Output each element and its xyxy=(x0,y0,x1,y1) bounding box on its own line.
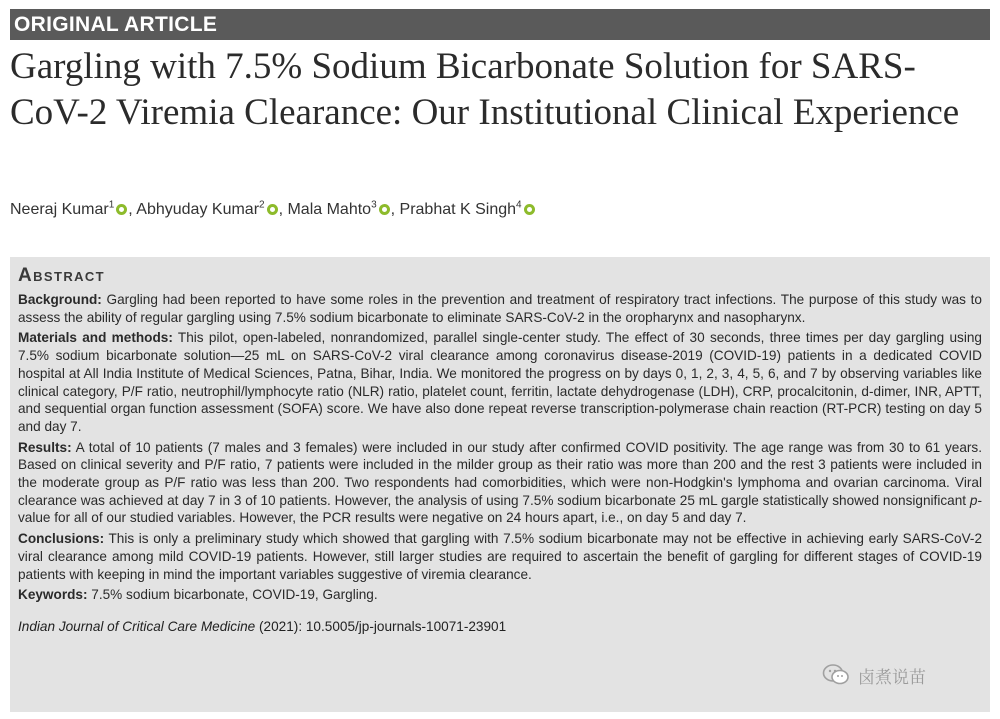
author-name: Abhyuday Kumar xyxy=(136,201,260,219)
citation-doi[interactable]: (2021): 10.5005/jp-journals-10071-23901 xyxy=(255,618,507,634)
author-4[interactable] xyxy=(400,201,536,218)
author-list xyxy=(10,200,536,219)
p-symbol: p xyxy=(969,492,978,508)
author-affiliation: 1 xyxy=(108,200,115,211)
abstract-heading: Abstract xyxy=(18,265,106,286)
abstract-methods xyxy=(18,329,982,435)
section-text: -value for all of our studied variables. However, the PCR results were negative on 24 hours apart, i.e., on day 5 and day 7. xyxy=(18,492,982,526)
author-affiliation: 4 xyxy=(516,200,522,211)
section-text: Gargling had been reported to have some roles in the prevention and treatment of respiratory tract infections. The purpose of this study was to assess the ability of regular gargling using 7.5% sodium bicarbonate to eliminate SARS-CoV-2 in the oropharynx and nasopharynx. xyxy=(18,292,982,325)
section-text: 7.5% sodium bicarbonate, COVID-19, Gargling. xyxy=(87,587,378,603)
section-label: Results: xyxy=(18,439,72,455)
journal-name[interactable]: Indian Journal of Critical Care Medicine xyxy=(18,618,256,634)
author-separator: , xyxy=(128,201,137,219)
abstract-box xyxy=(10,257,990,712)
author-affiliation: 2 xyxy=(259,200,265,211)
section-label: Materials and methods: xyxy=(18,330,173,346)
author-name: Mala Mahto xyxy=(287,201,372,219)
watermark xyxy=(822,660,926,690)
section-label: Background: xyxy=(18,292,102,307)
abstract-background xyxy=(18,291,982,326)
section-text: This is only a preliminary study which showed that gargling with 7.5% sodium bicarbonate may not be effective in achieving early SARS-CoV-2 viral clearance among mild COVID-19 patients. However, still larger studies are required to ascertain the benefit of gargling for different stages of COVID-19 patients with keeping in mind the important variables suggestive of viremia clearance. xyxy=(18,531,982,582)
abstract-results xyxy=(18,439,982,528)
author-3[interactable] xyxy=(287,201,399,218)
article-type-banner: ORIGINAL ARTICLE xyxy=(10,9,990,40)
author-1[interactable] xyxy=(10,201,136,218)
orcid-icon[interactable] xyxy=(379,204,390,215)
article-title: Gargling with 7.5% Sodium Bicarbonate Solution for SARS-CoV-2 Viremia Clearance: Our Institutional Clinical Experience xyxy=(10,46,960,133)
section-text: This pilot, open-labeled, nonrandomized, parallel single-center study. The effect of 30 seconds, three times per day gargling using 7.5% sodium bicarbonate solution—25 mL on SARS-CoV-2 viral clearance among coronavirus disease-2019 (COVID-19) patients in a dedicated COVID hospital at All India Institute of Medical Sciences, Patna, Bihar, India. We monitored the progress on by days 0, 1, 2, 3, 4, 5, 6, and 7 by observing variables like clinical category, P/F ratio, neutrophil/lymphocyte ratio (NLR) ratio, platelet count, ferritin, lactate dehydrogenase (LDH), CRP, procalcitonin, d-dimer, INR, APTT, and sequential organ function assessment (SOFA) score. We have also done repeat reverse transcription-polymerase chain reaction (RT-PCR) testing on day 5 and day 7. xyxy=(18,330,982,434)
abstract-keywords xyxy=(18,586,982,604)
author-name: Prabhat K Singh xyxy=(399,201,517,219)
author-separator: , xyxy=(390,201,400,219)
section-label: Keywords: xyxy=(18,587,88,603)
section-text: A total of 10 patients (7 males and 3 females) were included in our study after confirmed COVID positivity. The age range was from 30 to 61 years. Based on clinical severity and P/F ratio, 7 patients were included in the milder group as their ratio was more than 200 and the rest 3 patients were included in the moderate group as P/F ratio was less than 200. Two respondents had comorbidities, which were non-Hodgkin's lymphoma and ovarian carcinoma. Viral clearance was achieved at day 7 in 3 of 10 patients. However, the analysis of using 7.5% sodium bicarbonate 25 mL gargle statistically showed nonsignificant xyxy=(18,439,982,508)
abstract-conclusions xyxy=(18,530,982,583)
author-name: Neeraj Kumar xyxy=(10,201,109,219)
wechat-icon xyxy=(822,663,850,687)
section-label: Conclusions: xyxy=(18,531,105,547)
author-affiliation: 3 xyxy=(371,200,377,211)
watermark-text: 卤煮说苗 xyxy=(858,667,926,687)
citation xyxy=(18,618,982,636)
orcid-icon[interactable] xyxy=(524,204,535,215)
orcid-icon[interactable] xyxy=(116,204,127,215)
author-2[interactable] xyxy=(136,201,287,218)
orcid-icon[interactable] xyxy=(267,204,278,215)
author-separator: , xyxy=(278,201,288,219)
